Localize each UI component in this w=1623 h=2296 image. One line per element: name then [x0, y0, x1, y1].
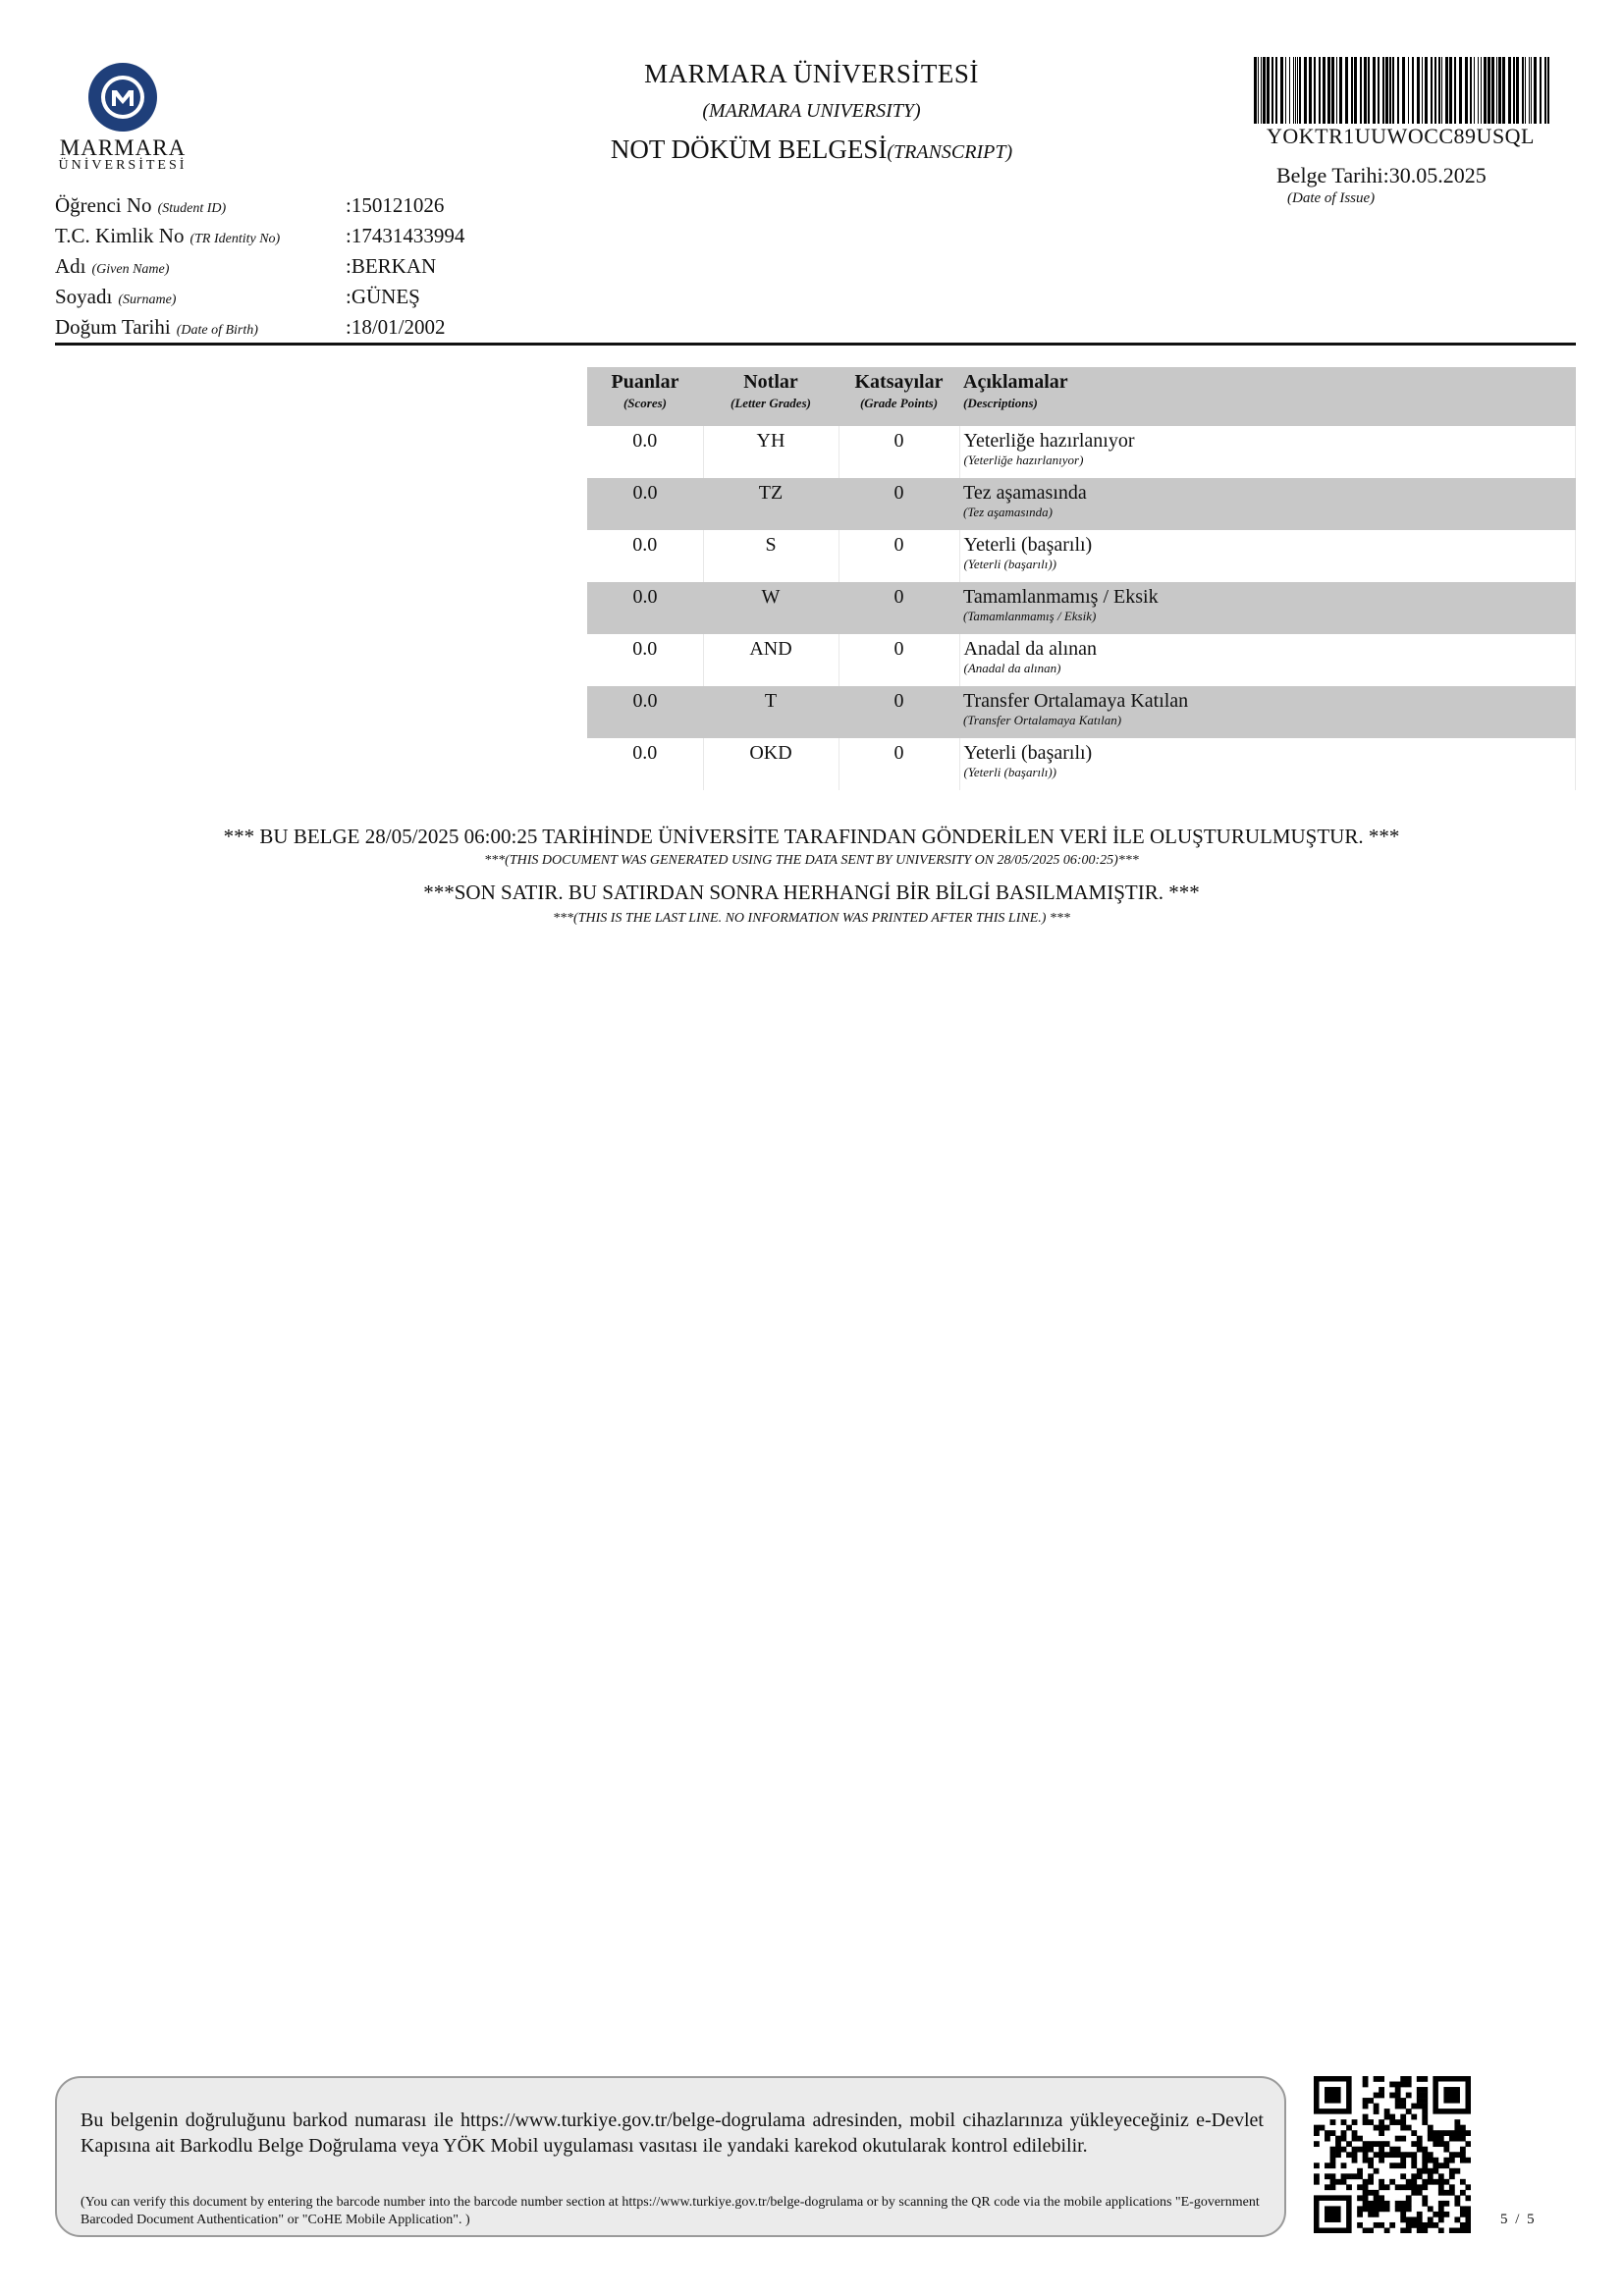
- surname-value: :GÜNEŞ: [346, 285, 420, 308]
- description-cell: Yeterli (başarılı) (Yeterli (başarılı)): [959, 530, 1576, 582]
- description-cell: Tez aşamasında (Tez aşamasında): [959, 478, 1576, 530]
- score-cell: 0.0: [587, 634, 703, 686]
- birth-date-label: Doğum Tarihi (Date of Birth): [55, 315, 258, 339]
- table-row: [587, 426, 1576, 478]
- student-id-label: Öğrenci No (Student ID): [55, 193, 227, 217]
- header-divider: [55, 343, 1576, 346]
- grade-cell: W: [703, 582, 839, 634]
- university-title: MARMARA ÜNİVERSİTESİ: [644, 59, 979, 88]
- issue-date-label: Belge Tarihi:: [1276, 163, 1389, 187]
- description-cell: Yeterliğe hazırlanıyor (Yeterliğe hazırlanıyor): [959, 426, 1576, 478]
- table-row: [587, 738, 1576, 790]
- grade-cell: TZ: [703, 478, 839, 530]
- table-row: [587, 478, 1576, 530]
- verification-panel: [55, 2076, 1286, 2237]
- points-cell: 0: [839, 738, 959, 790]
- points-cell: 0: [839, 582, 959, 634]
- issue-date: [1276, 163, 1487, 188]
- identity-no-label: T.C. Kimlik No (TR Identity No): [55, 224, 281, 247]
- table-row: [587, 582, 1576, 634]
- col-header-descriptions: Açıklamalar (Descriptions): [959, 367, 1576, 426]
- grade-legend-table: [587, 367, 1576, 790]
- verification-text-en: (You can verify this document by entering the barcode number into the barcode number section at https://www.turkiye.gov.tr/belge-dogrulama or by scanning the QR code via the mobile applications "E-government Barcoded Document Authentication" or "CoHE Mobile Application". ): [81, 2195, 1260, 2227]
- col-header-scores: Puanlar (Scores): [587, 367, 703, 426]
- verification-text: Bu belgenin doğruluğunu barkod numarası ile https://www.turkiye.gov.tr/belge-dogrulama adresinden, mobil cihazlarınıza yükleyeceğiniz e-Devlet Kapısına ait Barkodlu Belge Doğrulama veya YÖK Mobil uygulaması vasıtası ile yandaki karekod okutularak kontrol edilebilir.: [81, 2109, 1264, 2157]
- generation-note-en: ***(THIS DOCUMENT WAS GENERATED USING THE DATA SENT BY UNIVERSITY ON 28/05/2025 06:00:25)***: [484, 853, 1139, 868]
- identity-no-value: :17431433994: [346, 224, 465, 247]
- grade-cell: OKD: [703, 738, 839, 790]
- document-title-en: (TRANSCRIPT): [887, 141, 1013, 163]
- points-cell: 0: [839, 530, 959, 582]
- logo-subtitle: ÜNİVERSİTESİ: [58, 158, 188, 173]
- last-line-note: ***SON SATIR. BU SATIRDAN SONRA HERHANGİ BİR BİLGİ BASILMAMIŞTIR. ***: [423, 881, 1200, 904]
- description-cell: Yeterli (başarılı) (Yeterli (başarılı)): [959, 738, 1576, 790]
- grade-cell: T: [703, 686, 839, 738]
- surname-label: Soyadı (Surname): [55, 285, 177, 308]
- given-name-value: :BERKAN: [346, 254, 437, 278]
- col-header-grade-points: Katsayılar (Grade Points): [839, 367, 959, 426]
- table-row: [587, 686, 1576, 738]
- qr-code[interactable]: [1314, 2076, 1471, 2233]
- score-cell: 0.0: [587, 530, 703, 582]
- student-id-value: :150121026: [346, 193, 445, 217]
- table-row: [587, 530, 1576, 582]
- description-cell: Anadal da alınan (Anadal da alınan): [959, 634, 1576, 686]
- last-line-note-en: ***(THIS IS THE LAST LINE. NO INFORMATION WAS PRINTED AFTER THIS LINE.) ***: [553, 911, 1070, 926]
- university-title-en: (MARMARA UNIVERSITY): [702, 100, 921, 122]
- description-cell: Transfer Ortalamaya Katılan (Transfer Ortalamaya Katılan): [959, 686, 1576, 738]
- points-cell: 0: [839, 634, 959, 686]
- score-cell: 0.0: [587, 426, 703, 478]
- barcode: [1252, 57, 1556, 124]
- table-row: [587, 634, 1576, 686]
- birth-date-value: :18/01/2002: [346, 315, 446, 339]
- score-cell: 0.0: [587, 738, 703, 790]
- grade-cell: YH: [703, 426, 839, 478]
- document-title-tr: NOT DÖKÜM BELGESİ: [610, 134, 888, 164]
- issue-date-value: 30.05.2025: [1388, 163, 1487, 187]
- given-name-label: Adı (Given Name): [55, 254, 170, 278]
- grade-cell: S: [703, 530, 839, 582]
- score-cell: 0.0: [587, 478, 703, 530]
- issue-date-label-en: (Date of Issue): [1287, 190, 1376, 206]
- points-cell: 0: [839, 426, 959, 478]
- description-cell: Tamamlanmamış / Eksik (Tamamlanmamış / Eksik): [959, 582, 1576, 634]
- logo-name: MARMARA: [59, 135, 187, 160]
- barcode-number: YOKTR1UUWOCC89USQL: [1267, 124, 1535, 148]
- grade-cell: AND: [703, 634, 839, 686]
- generation-note: *** BU BELGE 28/05/2025 06:00:25 TARİHİNDE ÜNİVERSİTE TARAFINDAN GÖNDERİLEN VERİ İLE OLUŞTURULMUŞTUR. ***: [223, 825, 1400, 848]
- points-cell: 0: [839, 478, 959, 530]
- points-cell: 0: [839, 686, 959, 738]
- score-cell: 0.0: [587, 686, 703, 738]
- score-cell: 0.0: [587, 582, 703, 634]
- table-header-row: [587, 367, 1576, 426]
- page-number: 5 / 5: [1500, 2212, 1537, 2227]
- col-header-letter-grades: Notlar (Letter Grades): [703, 367, 839, 426]
